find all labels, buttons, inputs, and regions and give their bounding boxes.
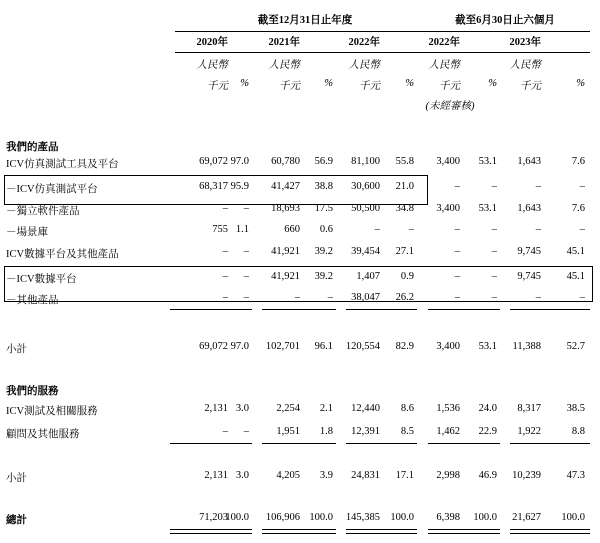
pct-cell: 96.1: [314, 341, 333, 352]
pct-cell: 27.1: [395, 246, 414, 257]
currency-label: 人民幣: [196, 60, 228, 71]
amount-cell: 4,205: [276, 470, 300, 481]
subtotal-rule: [170, 443, 252, 444]
pct-cell: –: [491, 271, 497, 282]
row-label: 小計: [6, 344, 27, 355]
pct-label: %: [405, 78, 414, 89]
pct-cell: –: [491, 224, 497, 235]
subtotal-rule: [510, 443, 590, 444]
pct-cell: 7.6: [571, 156, 585, 167]
pct-cell: 97.0: [230, 156, 249, 167]
amount-cell: –: [294, 292, 300, 303]
pct-cell: 1.1: [235, 224, 249, 235]
amount-cell: 8,317: [517, 403, 541, 414]
total-double-rule: [170, 529, 252, 530]
pct-cell: 53.1: [478, 341, 497, 352]
row-label: －ICV數據平台: [6, 274, 77, 285]
pct-cell: 100.0: [225, 512, 249, 523]
amount-cell: –: [454, 181, 460, 192]
amount-cell: 3,400: [436, 341, 460, 352]
header-rule: [175, 52, 590, 53]
pct-cell: 97.0: [230, 341, 249, 352]
total-double-rule: [428, 533, 500, 534]
pct-cell: 47.3: [566, 470, 585, 481]
amount-cell: 10,239: [512, 470, 541, 481]
row-label: 顧問及其他服務: [6, 429, 80, 440]
amount-cell: 2,131: [204, 403, 228, 414]
amount-cell: 12,391: [351, 426, 380, 437]
amount-cell: –: [222, 246, 228, 257]
amount-cell: 24,831: [351, 470, 380, 481]
total-double-rule: [510, 533, 590, 534]
row-label: －獨立軟件產品: [6, 206, 80, 217]
subtotal-rule: [346, 443, 417, 444]
currency-label: 人民幣: [268, 60, 300, 71]
amount-cell: 21,627: [512, 512, 541, 523]
amount-cell: 1,922: [517, 426, 541, 437]
period-half-header: 截至6月30日止六個月: [455, 15, 555, 26]
amount-cell: –: [454, 292, 460, 303]
unaudited-note: (未經審核): [425, 101, 475, 112]
amount-cell: –: [222, 271, 228, 282]
year-label: 2020年: [196, 37, 228, 48]
pct-cell: 56.9: [314, 156, 333, 167]
row-label: ICV測試及相關服務: [6, 406, 98, 417]
pct-cell: 8.5: [400, 426, 414, 437]
subtotal-rule: [262, 443, 336, 444]
amount-cell: –: [535, 224, 541, 235]
pct-cell: 53.1: [478, 156, 497, 167]
pct-label: %: [240, 78, 249, 89]
pct-cell: 26.2: [395, 292, 414, 303]
subtotal-rule: [262, 309, 336, 310]
total-double-rule: [510, 529, 590, 530]
total-double-rule: [170, 533, 252, 534]
amount-cell: –: [222, 203, 228, 214]
total-double-rule: [428, 529, 500, 530]
pct-cell: –: [491, 246, 497, 257]
amount-cell: 1,643: [517, 156, 541, 167]
amount-cell: 38,047: [351, 292, 380, 303]
amount-cell: 41,921: [271, 271, 300, 282]
pct-cell: –: [408, 224, 414, 235]
amount-cell: 39,454: [351, 246, 380, 257]
amount-cell: 30,600: [351, 181, 380, 192]
amount-cell: 69,072: [199, 156, 228, 167]
pct-cell: 21.0: [395, 181, 414, 192]
pct-cell: 39.2: [314, 271, 333, 282]
pct-cell: 45.1: [566, 271, 585, 282]
pct-cell: 3.9: [319, 470, 333, 481]
pct-cell: 55.8: [395, 156, 414, 167]
subtotal-rule: [510, 309, 590, 310]
amount-cell: –: [454, 224, 460, 235]
pct-cell: 100.0: [561, 512, 585, 523]
pct-cell: –: [579, 292, 585, 303]
amount-cell: 18,693: [271, 203, 300, 214]
row-label: 小計: [6, 473, 27, 484]
amount-cell: 9,745: [517, 271, 541, 282]
unit-label: 千元: [279, 81, 300, 92]
unit-label: 千元: [520, 81, 541, 92]
pct-cell: 95.9: [230, 181, 249, 192]
amount-cell: 2,998: [436, 470, 460, 481]
pct-cell: 3.0: [235, 470, 249, 481]
pct-cell: 38.8: [314, 181, 333, 192]
amount-cell: 68,317: [199, 181, 228, 192]
year-label: 2022年: [348, 37, 380, 48]
amount-cell: –: [222, 292, 228, 303]
pct-cell: –: [243, 426, 249, 437]
pct-cell: –: [579, 181, 585, 192]
amount-cell: 81,100: [351, 156, 380, 167]
amount-cell: 102,701: [265, 341, 300, 352]
amount-cell: 41,427: [271, 181, 300, 192]
pct-cell: 46.9: [478, 470, 497, 481]
pct-cell: 2.1: [319, 403, 333, 414]
subtotal-rule: [346, 309, 417, 310]
amount-cell: 6,398: [436, 512, 460, 523]
pct-cell: 17.1: [395, 470, 414, 481]
pct-cell: 82.9: [395, 341, 414, 352]
pct-cell: –: [243, 203, 249, 214]
amount-cell: 1,951: [276, 426, 300, 437]
amount-cell: 120,554: [345, 341, 380, 352]
amount-cell: 755: [212, 224, 228, 235]
year-label: 2023年: [509, 37, 541, 48]
unit-label: 千元: [439, 81, 460, 92]
amount-cell: 2,131: [204, 470, 228, 481]
pct-label: %: [324, 78, 333, 89]
period-year-header: 截至12月31日止年度: [257, 15, 353, 26]
pct-cell: 100.0: [309, 512, 333, 523]
highlight-box-data-platform: [4, 266, 593, 302]
row-label: ICV仿真測試工具及平台: [6, 159, 119, 170]
pct-cell: 3.0: [235, 403, 249, 414]
section-services: 我們的服務: [6, 386, 59, 397]
unit-label: 千元: [359, 81, 380, 92]
row-label: 總計: [6, 515, 27, 526]
pct-cell: 52.7: [566, 341, 585, 352]
amount-cell: 106,906: [265, 512, 300, 523]
amount-cell: 3,400: [436, 156, 460, 167]
pct-cell: 17.5: [314, 203, 333, 214]
row-label: －其他產品: [6, 295, 59, 306]
amount-cell: 145,385: [345, 512, 380, 523]
row-label: －ICV仿真測試平台: [6, 184, 98, 195]
currency-label: 人民幣: [348, 60, 380, 71]
amount-cell: 69,072: [199, 341, 228, 352]
currency-label: 人民幣: [509, 60, 541, 71]
pct-cell: 8.6: [400, 403, 414, 414]
amount-cell: 1,407: [356, 271, 380, 282]
year-label: 2022年: [428, 37, 460, 48]
total-double-rule: [346, 533, 417, 534]
pct-label: %: [576, 78, 585, 89]
amount-cell: 11,388: [512, 341, 541, 352]
pct-cell: 45.1: [566, 246, 585, 257]
amount-cell: 9,745: [517, 246, 541, 257]
amount-cell: 1,536: [436, 403, 460, 414]
subtotal-rule: [428, 443, 500, 444]
amount-cell: –: [454, 246, 460, 257]
total-double-rule: [262, 529, 336, 530]
pct-cell: –: [579, 224, 585, 235]
pct-label: %: [488, 78, 497, 89]
pct-cell: 7.6: [571, 203, 585, 214]
unit-label: 千元: [207, 81, 228, 92]
pct-cell: –: [327, 292, 333, 303]
pct-cell: 38.5: [566, 403, 585, 414]
pct-cell: 1.8: [319, 426, 333, 437]
pct-cell: 24.0: [478, 403, 497, 414]
amount-cell: 60,780: [271, 156, 300, 167]
currency-label: 人民幣: [428, 60, 460, 71]
pct-cell: 39.2: [314, 246, 333, 257]
amount-cell: 50,500: [351, 203, 380, 214]
pct-cell: –: [491, 181, 497, 192]
amount-cell: 1,643: [517, 203, 541, 214]
pct-cell: –: [491, 292, 497, 303]
amount-cell: 1,462: [436, 426, 460, 437]
pct-cell: 34.8: [395, 203, 414, 214]
section-products: 我們的產品: [6, 142, 59, 153]
subtotal-rule: [170, 309, 252, 310]
pct-cell: 22.9: [478, 426, 497, 437]
amount-cell: –: [222, 426, 228, 437]
pct-cell: 100.0: [473, 512, 497, 523]
total-double-rule: [346, 529, 417, 530]
pct-cell: –: [243, 271, 249, 282]
row-label: ICV數據平台及其他產品: [6, 249, 119, 260]
amount-cell: 12,440: [351, 403, 380, 414]
pct-cell: –: [243, 292, 249, 303]
amount-cell: 3,400: [436, 203, 460, 214]
highlight-box-platform: [4, 175, 428, 205]
pct-cell: –: [243, 246, 249, 257]
pct-cell: 100.0: [390, 512, 414, 523]
pct-cell: 53.1: [478, 203, 497, 214]
amount-cell: 660: [284, 224, 300, 235]
amount-cell: 71,203: [199, 512, 228, 523]
pct-cell: 8.8: [571, 426, 585, 437]
amount-cell: –: [374, 224, 380, 235]
total-double-rule: [262, 533, 336, 534]
pct-cell: 0.6: [319, 224, 333, 235]
header-rule: [175, 31, 590, 32]
amount-cell: –: [454, 271, 460, 282]
amount-cell: 41,921: [271, 246, 300, 257]
amount-cell: –: [535, 181, 541, 192]
pct-cell: 0.9: [400, 271, 414, 282]
amount-cell: 2,254: [276, 403, 300, 414]
year-label: 2021年: [268, 37, 300, 48]
row-label: －場景庫: [6, 227, 48, 238]
subtotal-rule: [428, 309, 500, 310]
amount-cell: –: [535, 292, 541, 303]
